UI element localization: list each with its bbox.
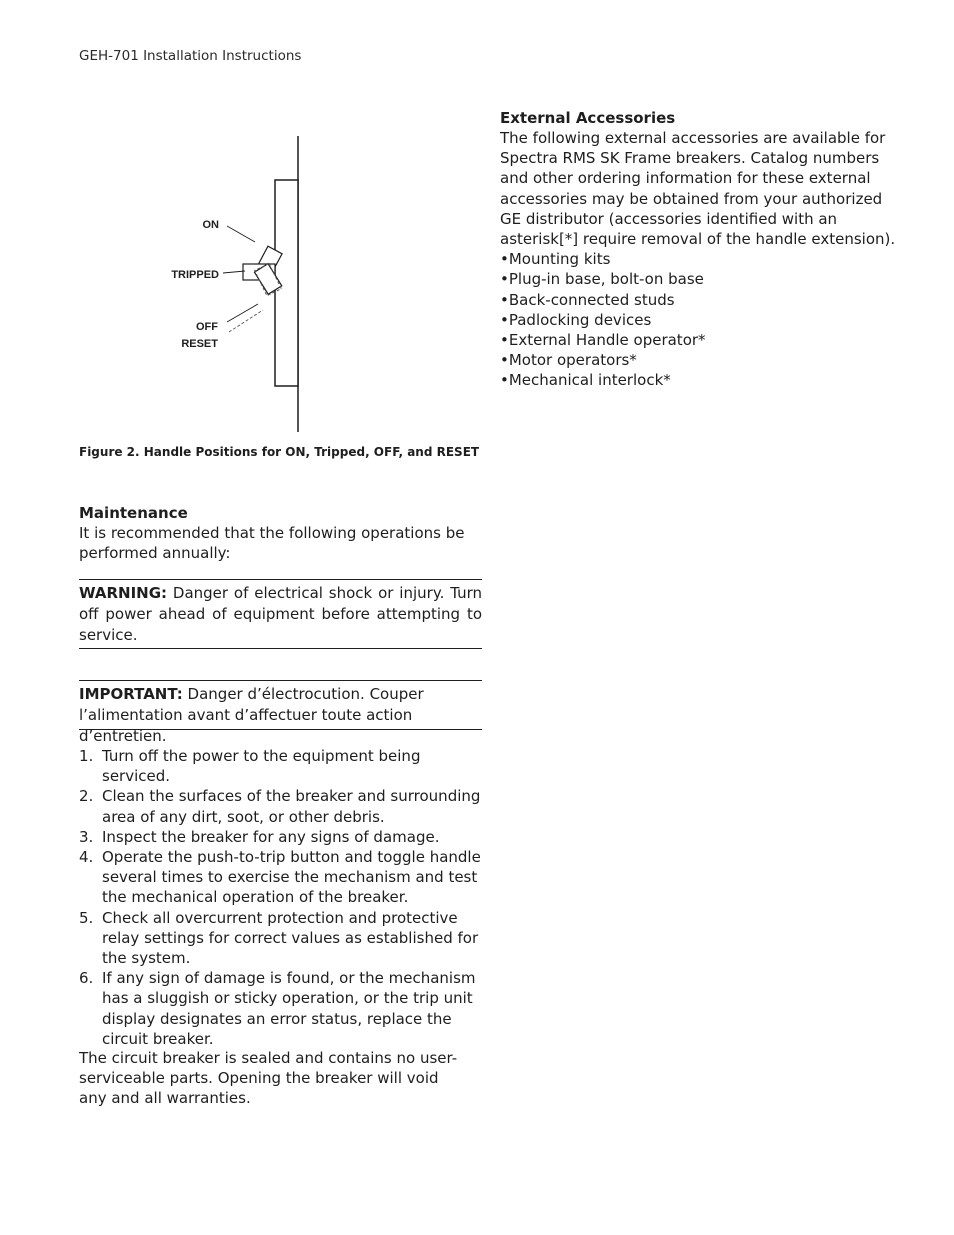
step-number: 5.	[79, 908, 94, 927]
warning-label: WARNING:	[79, 584, 168, 602]
step-text: Check all overcurrent protection and protective relay settings for correct values as established for the system.	[102, 908, 479, 968]
accessories-title: External Accessories	[500, 109, 676, 127]
accessories-intro: The following external accessories are available for Spectra RMS SK Frame breakers. Catalog numbers and other ordering information for these external accessories may be obtained from your authorized GE distributor (accessories identified with an asterisk[*] require removal of the handle extension).	[500, 129, 896, 249]
accessories-list	[500, 249, 900, 390]
warning-notice	[79, 579, 482, 649]
list-item: • External Handle operator*	[500, 330, 900, 350]
label-reset: RESET	[181, 338, 218, 350]
list-item: • Plug-in base, bolt-on base	[500, 269, 900, 289]
leader-on	[227, 226, 255, 242]
label-tripped: TRIPPED	[171, 269, 219, 281]
list-item	[79, 908, 482, 969]
handle-positions-figure	[155, 132, 365, 437]
list-item: • Mechanical interlock*	[500, 370, 900, 390]
list-item: • Motor operators*	[500, 350, 900, 370]
leader-off	[227, 304, 258, 322]
label-off: OFF	[196, 321, 218, 333]
list-item: • Back-connected studs	[500, 290, 900, 310]
important-notice	[79, 680, 482, 745]
maintenance-intro: It is recommended that the following operations be performed annually:	[79, 524, 465, 563]
list-item: • Mounting kits	[500, 249, 900, 269]
step-text: Inspect the breaker for any signs of damage.	[102, 827, 440, 846]
list-item	[79, 847, 482, 908]
leader-tripped	[223, 271, 245, 273]
step-number: 6.	[79, 969, 94, 988]
list-item: • Padlocking devices	[500, 310, 900, 330]
important-text: Danger d’électrocution. Couper l’alimentation avant d’affectuer toute action d’entretien.	[79, 685, 424, 745]
maintenance-steps	[79, 746, 482, 1049]
list-item	[79, 786, 482, 826]
maintenance-section	[79, 503, 482, 563]
warning-text: Danger of electrical shock or injury. Turn off power ahead of equipment before attempting to service.	[79, 584, 482, 644]
list-item	[79, 746, 482, 786]
important-label: IMPORTANT:	[79, 685, 183, 703]
step-number: 2.	[79, 787, 94, 806]
closing-paragraph: The circuit breaker is sealed and contains no user-serviceable parts. Opening the breaker will void any and all warranties.	[79, 1049, 458, 1108]
label-on: ON	[202, 219, 219, 231]
figure-caption: Figure 2. Handle Positions for ON, Tripped, OFF, and RESET	[79, 445, 480, 459]
document-header: GEH-701 Installation Instructions	[79, 48, 302, 64]
step-text: Clean the surfaces of the breaker and surrounding area of any dirt, soot, or other debris.	[102, 787, 481, 826]
step-number: 3.	[79, 827, 94, 846]
step-text: Operate the push-to-trip button and toggle handle several times to exercise the mechanism and test the mechanical operation of the breaker.	[102, 848, 481, 907]
step-number: 1.	[79, 747, 94, 765]
list-item	[79, 968, 482, 1049]
leader-reset	[229, 310, 263, 332]
list-item	[79, 827, 482, 847]
maintenance-title: Maintenance	[79, 504, 188, 522]
step-text: Turn off the power to the equipment being serviced.	[102, 747, 421, 786]
accessories-section	[500, 108, 900, 391]
step-text: If any sign of damage is found, or the mechanism has a sluggish or sticky operation, or the trip unit display designates an error status, replace the circuit breaker.	[102, 969, 476, 1048]
step-number: 4.	[79, 848, 94, 867]
